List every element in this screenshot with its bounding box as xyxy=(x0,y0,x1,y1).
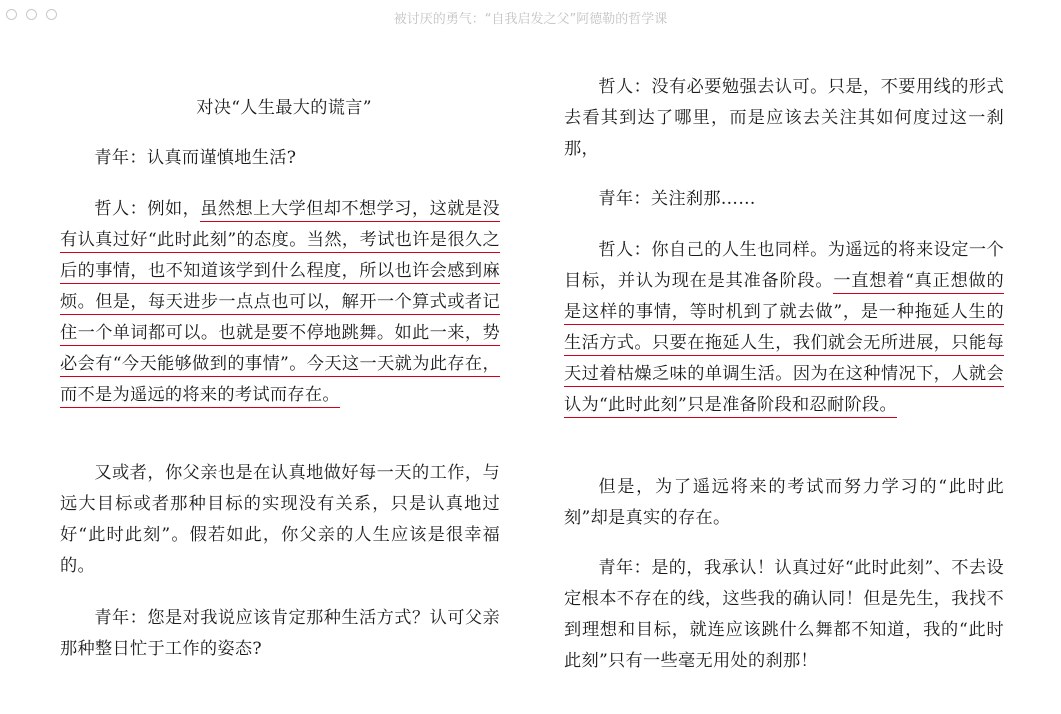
window-title: 被讨厌的勇气：“自我启发之父”阿德勒的哲学课 xyxy=(393,12,668,27)
paragraph-philosopher-4 xyxy=(564,235,1004,421)
paragraph-youth-3: 青年：关注刹那…… xyxy=(598,189,756,209)
paragraph-prefix: 哲人：你自己的人生也同样。为遥远的将来设定一个目标，并认为现在是其准备阶段。 xyxy=(564,240,1004,291)
highlighted-passage[interactable]: 一直想着“真正想做的是这样的事情，等时机到了就去做”，是一种拖延人生的生活方式。只要在拖延人生，我们就会无所进展，只能每天过着枯燥乏味的单调生活。因为在这种情况下，人就会认为“此时此刻”只是准备阶段和忍耐阶段。 xyxy=(564,271,1004,418)
paragraph-prefix: 哲人：例如， xyxy=(94,199,201,219)
paragraph-philosopher-1 xyxy=(60,194,500,411)
section-heading: 对决“人生最大的谎言” xyxy=(196,98,372,118)
paragraph-philosopher-3: 哲人：没有必要勉强去认可。只是，不要用线的形式去看其到达了哪里，而是应该去关注其如何度过这一刹那， xyxy=(564,77,1004,159)
paragraph-youth-4: 青年：是的，我承认！认真过好“此时此刻”、不去设定根本不存在的线，这些我的确认同！但是先生，我找不到理想和目标，就连应该跳什么舞都不知道，我的“此时此刻”只有一些毫无用处的刹那！ xyxy=(564,558,1004,671)
paragraph-philosopher-2: 又或者，你父亲也是在认真地做好每一天的工作，与远大目标或者那种目标的实现没有关系，只是认真地过好“此时此刻”。假若如此，你父亲的人生应该是很幸福的。 xyxy=(60,463,500,576)
highlighted-passage[interactable]: 虽然想上大学但却不想学习，这就是没有认真过好“此时此刻”的态度。当然，考试也许是很久之后的事情，也不知道该学到什么程度，所以也许会感到麻烦。但是，每天进步一点点也可以，解开一个算式或者记住一个单词都可以。也就是要不停地跳舞。如此一来，势必会有“今天能够做到的事情”。今天这一天就为此存在，而不是为遥远的将来的考试而存在。 xyxy=(60,199,500,408)
window-titlebar xyxy=(0,0,1061,30)
paragraph-philosopher-5: 但是，为了遥远将来的考试而努力学习的“此时此刻”却是真实的存在。 xyxy=(564,477,1004,528)
paragraph-youth-2: 青年：您是对我说应该肯定那种生活方式？认可父亲那种整日忙于工作的姿态? xyxy=(60,608,500,659)
paragraph-youth-1: 青年：认真而谨慎地生活? xyxy=(94,148,297,168)
